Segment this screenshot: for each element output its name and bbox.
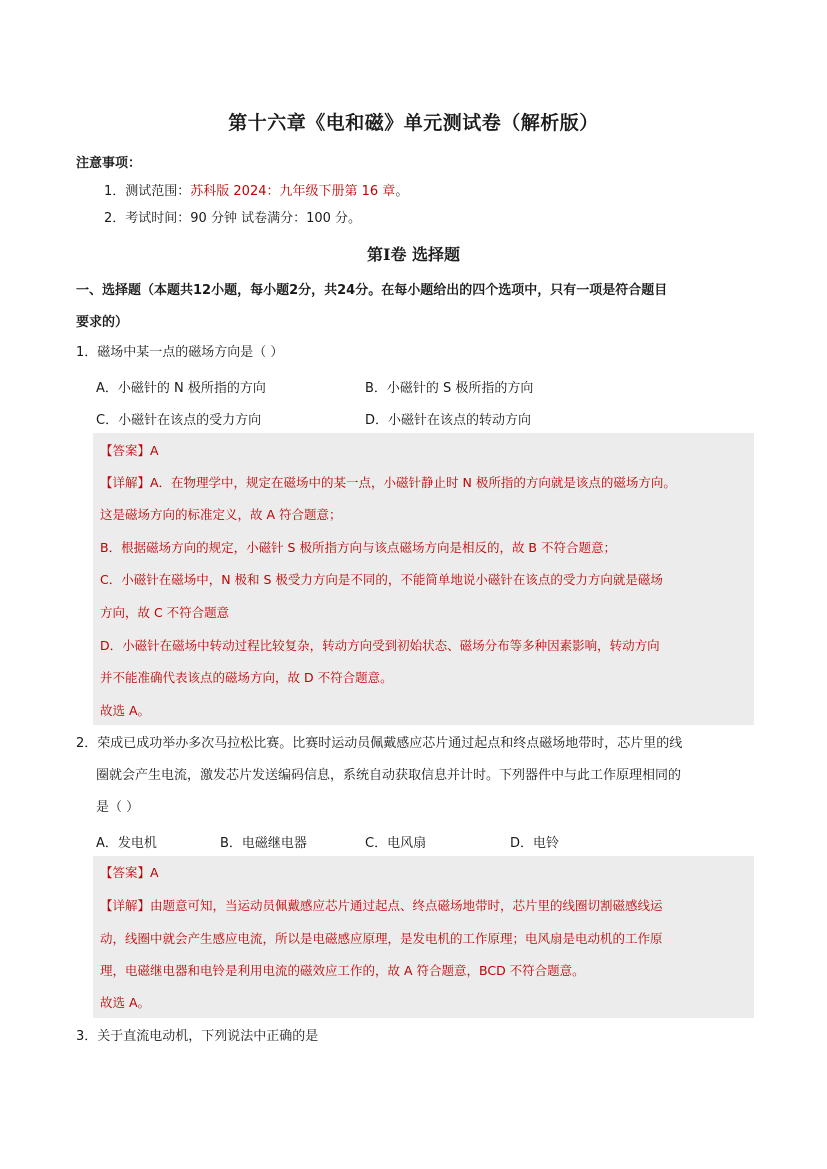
question-1-detail-7: 并不能准确代表该点的磁场方向，故 D 不符合题意。 — [100, 670, 393, 685]
instructions-line-1: 一、选择题（本题共12小题，每小题2分，共24分。在每小题给出的四个选项中，只有一项是符合题目 — [76, 283, 668, 298]
question-1-conclusion: 故选 A。 — [100, 703, 151, 718]
question-2-stem-2: 圈就会产生电流，激发芯片发送编码信息，系统自动获取信息并计时。下列器件中与此工作原理相同的 — [96, 768, 682, 783]
question-1-option-d: D．小磁针在该点的转动方向 — [365, 413, 532, 428]
question-1-detail-3: B．根据磁场方向的规定，小磁针 S 极所指方向与该点磁场方向是相反的，故 B 不符合题意； — [100, 540, 616, 555]
page-title: 第十六章《电和磁》单元测试卷（解析版） — [228, 112, 599, 134]
question-1-detail-4: C．小磁针在磁场中，N 极和 S 极受力方向是不同的，不能简单地说小磁针在该点的受力方向就是磁场 — [100, 572, 663, 587]
question-1-option-b: B．小磁针的 S 极所指的方向 — [365, 381, 534, 396]
notice-label: 注意事项： — [76, 156, 142, 171]
question-2-option-b: B．电磁继电器 — [220, 836, 307, 851]
question-1-stem: 1．磁场中某一点的磁场方向是（ ） — [76, 345, 284, 360]
notice-item-time: 2．考试时间：90 分钟 试卷满分：100 分。 — [104, 211, 362, 226]
question-1-detail-1: 【详解】A．在物理学中，规定在磁场中的某一点，小磁针静止时 N 极所指的方向就是该点的磁场方向。 — [100, 475, 676, 490]
section-title: 第Ⅰ卷 选择题 — [366, 245, 461, 264]
question-2-detail-2: 动，线圈中就会产生感应电流，所以是电磁感应原理，是发电机的工作原理；电风扇是电动机的工作原 — [100, 931, 663, 946]
question-2-conclusion: 故选 A。 — [100, 995, 151, 1010]
question-1-detail-6: D．小磁针在磁场中转动过程比较复杂，转动方向受到初始状态、磁场分布等多种因素影响，转动方向 — [100, 638, 660, 653]
question-2-stem-1: 2．荣成已成功举办多次马拉松比赛。比赛时运动员佩戴感应芯片通过起点和终点磁场地带时，芯片里的线 — [76, 736, 683, 751]
notice-item-scope — [104, 180, 408, 199]
question-2-answer: 【答案】A — [100, 865, 159, 880]
notice-scope-prefix: 1．测试范围： — [104, 184, 191, 199]
instructions-line-2: 要求的） — [76, 315, 129, 330]
question-2-stem-3: 是（ ） — [96, 800, 140, 815]
question-1-option-c: C．小磁针在该点的受力方向 — [96, 413, 262, 428]
notice-scope-highlight: 苏科版 2024：九年级下册第 16 章 — [190, 184, 396, 199]
question-1-answer: 【答案】A — [100, 443, 159, 458]
question-1-detail-5: 方向，故 C 不符合题意 — [100, 605, 230, 620]
question-1-detail-2: 这是磁场方向的标准定义，故 A 符合题意； — [100, 507, 342, 522]
question-1-option-a: A．小磁针的 N 极所指的方向 — [96, 381, 266, 396]
question-2-detail-1: 【详解】由题意可知，当运动员佩戴感应芯片通过起点、终点磁场地带时，芯片里的线圈切割磁感线运 — [100, 898, 663, 913]
question-3-stem: 3．关于直流电动机，下列说法中正确的是 — [76, 1029, 319, 1044]
question-2-option-a: A．发电机 — [96, 836, 157, 851]
question-2-option-d: D．电铃 — [510, 836, 560, 851]
question-2-detail-3: 理，电磁继电器和电铃是利用电流的磁效应工作的，故 A 符合题意，BCD 不符合题意。 — [100, 963, 585, 978]
question-2-option-c: C．电风扇 — [365, 836, 427, 851]
notice-scope-suffix: 。 — [395, 184, 409, 199]
